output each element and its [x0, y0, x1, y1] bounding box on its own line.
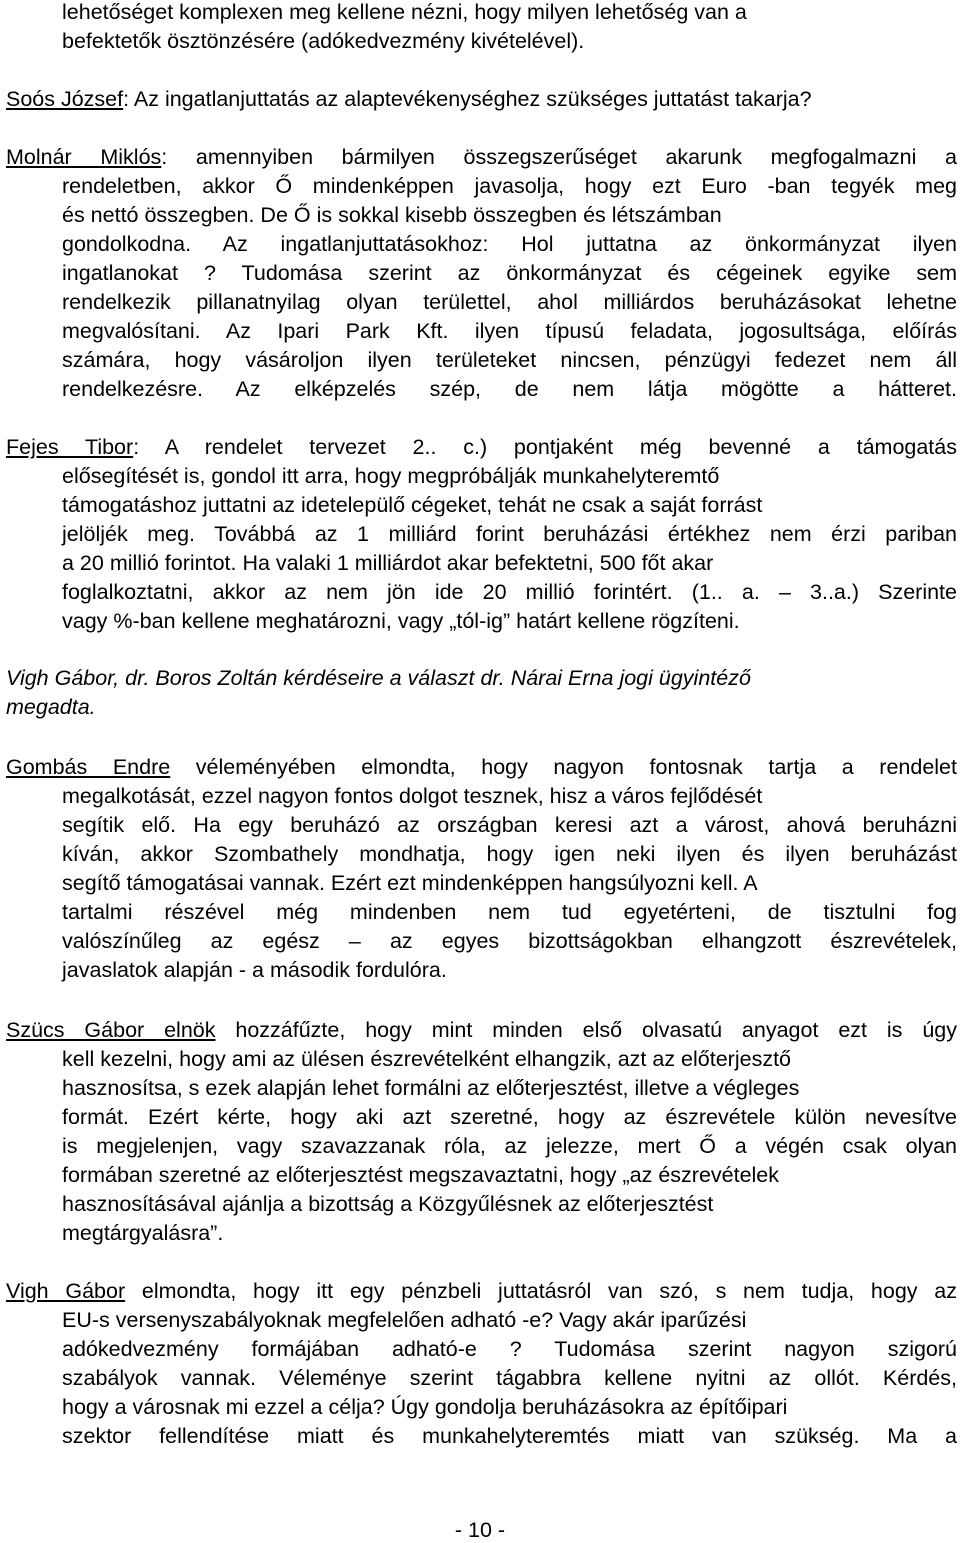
- text-line: adókedvezmény formájában adható-e ? Tudomása szerint nagyon szigorú: [62, 1337, 957, 1361]
- text-line: elősegítését is, gondol itt arra, hogy megpróbálják munkahelyteremtő: [62, 464, 720, 488]
- text-line: hozzáfűzte, hogy mint minden első olvasatú anyagot ezt is úgy: [215, 1018, 957, 1042]
- paragraph-soos-jozsef: [6, 85, 957, 114]
- text-line: is megjelenjen, vagy szavazzanak róla, az jelezze, mert Ő a végén csak olyan: [62, 1134, 957, 1158]
- text-line: befektetők ösztönzésére (adókedvezmény kivételével).: [62, 29, 585, 53]
- text-line: rendeletben, akkor Ő mindenképpen javasolja, hogy ezt Euro -ban tegyék meg: [62, 174, 957, 198]
- speaker-name: Molnár Miklós: [6, 145, 162, 169]
- text-line: formát. Ezért kérte, hogy aki azt szeretné, hogy az észrevétele külön nevesítve: [62, 1105, 957, 1129]
- speaker-name: Gombás Endre: [6, 755, 171, 779]
- text-line: és nettó összegben. De Ő is sokkal kisebb összegben és létszámban: [62, 203, 722, 227]
- paragraph-italic-note: [6, 664, 957, 722]
- text-line: lehetőséget komplexen meg kellene nézni, hogy milyen lehetőség van a: [62, 0, 747, 24]
- paragraph-szucs-gabor: [6, 1016, 957, 1248]
- text-line: tartalmi részével még mindenben nem tud egyetérteni, de tisztulni fog: [62, 900, 957, 924]
- text-line: hasznosítsa, s ezek alapján lehet formálni az előterjesztést, illetve a végleges: [62, 1076, 800, 1100]
- paragraph-vigh-gabor: [6, 1277, 957, 1451]
- text-line: véleményében elmondta, hogy nagyon fontosnak tartja a rendelet: [170, 755, 957, 779]
- text-line: számára, hogy vásároljon ilyen területeket nincsen, pénzügyi fedezet nem áll: [62, 348, 957, 372]
- paragraph-gombas-endre: [6, 753, 957, 985]
- text-line: szektor fellendítése miatt és munkahelyteremtés miatt van szükség. Ma a: [62, 1424, 957, 1448]
- text-line: valószínűleg az egész – az egyes bizottságokban elhangzott észrevételek,: [62, 929, 957, 953]
- text-line: segítik elő. Ha egy beruházó az országban keresi azt a várost, ahová beruházni: [62, 813, 957, 837]
- text-line: : amennyiben bármilyen összegszerűséget akarunk megfogalmazni a: [161, 145, 957, 169]
- paragraph-molnar-miklos: [6, 143, 957, 404]
- text-line: rendelkezik pillanatnyilag olyan területtel, ahol milliárdos beruházásokat lehetne: [62, 290, 957, 314]
- text-line: a 20 millió forintot. Ha valaki 1 milliárdot akar befektetni, 500 főt akar: [62, 551, 714, 575]
- text-line: hogy a városnak mi ezzel a célja? Úgy gondolja beruházásokra az építőipari: [62, 1395, 788, 1419]
- text-line: foglalkoztatni, akkor az nem jön ide 20 millió forintért. (1.. a. – 3..a.) Szerinte: [62, 580, 957, 604]
- speaker-name: Vigh Gábor: [6, 1279, 126, 1303]
- paragraph-fejes-tibor: [6, 433, 957, 636]
- text-line: megtárgyalásra”.: [62, 1221, 224, 1245]
- text-line: rendelkezésre. Az elképzelés szép, de nem látja mögötte a hátteret.: [62, 377, 957, 401]
- text-line: gondolkodna. Az ingatlanjuttatásokhoz: Hol juttatna az önkormányzat ilyen: [62, 232, 957, 256]
- text-line: : Az ingatlanjuttatás az alaptevékenységhez szükséges juttatást takarja?: [123, 87, 812, 111]
- text-line: ingatlanokat ? Tudomása szerint az önkormányzat és cégeinek egyike sem: [62, 261, 957, 285]
- text-line: megvalósítani. Az Ipari Park Kft. ilyen típusú feladata, jogosultsága, előírás: [62, 319, 957, 343]
- text-line: szabályok vannak. Véleménye szerint tágabbra kellene nyitni az ollót. Kérdés,: [62, 1366, 957, 1390]
- text-line: kell kezelni, hogy ami az ülésen észrevételként elhangzik, azt az előterjesztő: [62, 1047, 791, 1071]
- text-line: segítő támogatásai vannak. Ezért ezt mindenképpen hangsúlyozni kell. A: [62, 871, 758, 895]
- text-line: javaslatok alapján - a második fordulóra.: [62, 958, 447, 982]
- speaker-name: Szücs Gábor elnök: [6, 1018, 216, 1042]
- text-line: vagy %-ban kellene meghatározni, vagy „tól-ig” határt kellene rögzíteni.: [62, 609, 740, 633]
- text-line: jelöljék meg. Továbbá az 1 milliárd forint beruházási értékhez nem érzi pariban: [62, 522, 957, 546]
- text-line: hasznosításával ajánlja a bizottság a Közgyűlésnek az előterjesztést: [62, 1192, 714, 1216]
- text-line: EU-s versenyszabályoknak megfelelően adható -e? Vagy akár iparűzési: [62, 1308, 747, 1332]
- text-line: támogatáshoz juttatni az idetelepülő cégeket, tehát ne csak a saját forrást: [62, 493, 763, 517]
- text-line: megalkotását, ezzel nagyon fontos dolgot tesznek, hisz a város fejlődését: [62, 784, 763, 808]
- text-line: Vigh Gábor, dr. Boros Zoltán kérdéseire a választ dr. Nárai Erna jogi ügyintéző: [6, 666, 751, 690]
- text-line: formában szeretné az előterjesztést megszavaztatni, hogy „az észrevételek: [62, 1163, 780, 1187]
- page-number: - 10 -: [454, 1518, 506, 1542]
- text-line: elmondta, hogy itt egy pénzbeli juttatásról van szó, s nem tudja, hogy az: [125, 1279, 957, 1303]
- text-line: megadta.: [6, 695, 96, 719]
- text-line: kíván, akkor Szombathely mondhatja, hogy igen neki ilyen és ilyen beruházást: [62, 842, 957, 866]
- speaker-name: Fejes Tibor: [6, 435, 134, 459]
- speaker-name: Soós József: [6, 87, 124, 111]
- paragraph-continuation: [6, 0, 957, 56]
- text-line: : A rendelet tervezet 2.. c.) pontjaként még bevenné a támogatás: [133, 435, 957, 459]
